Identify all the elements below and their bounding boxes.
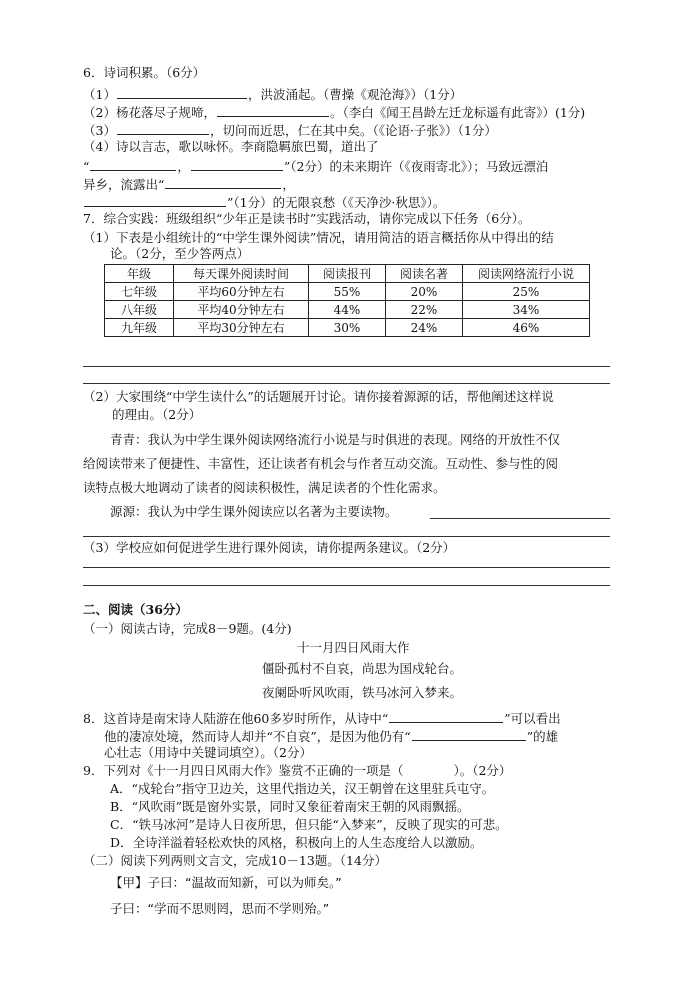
answer-line[interactable] (83, 585, 610, 586)
fill-blank-4[interactable] (90, 158, 176, 171)
answer-line[interactable] (430, 518, 610, 519)
table-cell: 46% (463, 319, 590, 337)
section2-sub2: （二）阅读下列两则文言文，完成10－13题。（14分） (83, 853, 387, 868)
q9-option-a: A．“戍轮台”指守卫边关，这里代指边关，汉王朝曾在这里驻兵屯守。 (110, 781, 495, 796)
q6-line-2 (83, 104, 585, 120)
table-cell: 34% (463, 301, 590, 319)
table-cell: 平均60分钟左右 (174, 283, 309, 301)
fill-blank-6[interactable] (165, 176, 281, 189)
table-cell: 24% (386, 319, 463, 337)
table-cell: 55% (309, 283, 386, 301)
yuanyuan-line: 源源：我认为中学生课外阅读应以名著为主要读物。 (110, 504, 398, 519)
table-cell: 44% (309, 301, 386, 319)
fill-blank-2[interactable] (217, 104, 329, 117)
table-header-cell: 阅读名著 (386, 265, 463, 283)
q6-line-3 (83, 122, 497, 138)
fill-blank-8b[interactable] (412, 728, 526, 741)
table-row (105, 283, 590, 301)
table-header-cell: 阅读网络流行小说 (463, 265, 590, 283)
q7-part2-line1: （2）大家围绕“中学生读什么”的话题展开讨论。请你接着源源的话，帮他阐述这样说 (83, 389, 554, 404)
poem-title: 十一月四日风雨大作 (297, 640, 410, 655)
table-cell: 22% (386, 301, 463, 319)
table-cell: 平均40分钟左右 (174, 301, 309, 319)
answer-line[interactable] (83, 383, 610, 384)
fill-blank-3[interactable] (117, 122, 209, 135)
q6-line-4: （4）诗以言志，歌以咏怀。李商隐羁旅巴蜀，道出了 (83, 139, 379, 154)
reading-survey-table (104, 264, 590, 337)
table-header-cell: 阅读报刊 (309, 265, 386, 283)
q8-line2-suffix: ”的雄 (526, 729, 559, 744)
q6-line-2-prefix: （2）杨花落尽子规啼， (83, 105, 216, 120)
q6-line-5-open-quote: “ (83, 159, 90, 174)
table-cell: 平均30分钟左右 (174, 319, 309, 337)
q6-line-3-suffix: ，切问而近思，仁在其中矣。（《论语·子张》）（1分） (209, 123, 497, 138)
q9-option-d: D．全诗洋溢着轻松欢快的风格，积极向上的人生态度给人以激励。 (110, 835, 483, 850)
q9-option-c: C．“铁马冰河”是诗人日夜所思，但只能“入梦来”，反映了现实的可悲。 (110, 817, 508, 832)
jia-line2: 子曰：“学而不思则罔，思而不学则殆。” (110, 901, 330, 916)
fill-blank-7[interactable] (84, 194, 226, 207)
qingqing-line1: 青青：我认为中学生课外阅读网络流行小说是与时俱进的表现。网络的开放性不仅 (110, 432, 561, 447)
q6-line-6 (83, 176, 295, 192)
fill-blank-5[interactable] (191, 158, 283, 171)
q6-line-2-suffix: 。（李白《闻王昌龄左迁龙标遥有此寄》）(1分) (329, 105, 586, 120)
q8-line2-prefix: 他的凄凉处境，然而诗人却并“不自哀”，是因为他仍有“ (104, 729, 411, 744)
q6-line-7 (83, 194, 445, 210)
poem-line1: 僵卧孤村不自哀，尚思为国戍轮台。 (262, 661, 463, 676)
qingqing-line2: 给阅读带来了便捷性、丰富性，还让读者有机会与作者互动交流。互动性、参与性的阅 (83, 456, 559, 471)
q9-option-b: B．“风吹雨”既是窗外实景，同时又象征着南宋王朝的风雨飘摇。 (110, 799, 470, 814)
q6-line-1 (83, 86, 462, 102)
table-header-cell: 每天课外阅读时间 (174, 265, 309, 283)
q6-line-1-prefix: （1） (83, 87, 116, 102)
q6-line-6-prefix: 异乡，流露出“ (83, 177, 165, 192)
q9-stem-prefix: 9．下列对《十一月四日风雨大作》鉴赏不正确的一项是（ (83, 763, 404, 778)
section2-sub1: （一）阅读古诗，完成8－9题。(4分) (83, 621, 292, 636)
answer-line[interactable] (83, 536, 610, 537)
table-cell: 20% (386, 283, 463, 301)
q9-stem-suffix: ）。（2分） (453, 763, 512, 778)
fill-blank-1[interactable] (117, 86, 247, 99)
q6-line-6-comma: ， (282, 177, 295, 192)
q8-line1 (83, 710, 561, 726)
q6-line-5 (83, 158, 548, 174)
q8-line1-prefix: 8．这首诗是南宋诗人陆游在他60多岁时所作，从诗中“ (83, 711, 389, 726)
section2-title: 二、阅读（36分） (83, 602, 188, 617)
q7-part1-line1: （1）下表是小组统计的“中学生课外阅读”情况，请用简洁的语言概括你从中得出的结 (83, 230, 554, 245)
table-cell: 25% (463, 283, 590, 301)
q9-stem (83, 764, 511, 778)
q7-part2-line2: 的理由。（2分） (112, 407, 202, 422)
q8-line1-suffix: ”可以看出 (504, 711, 561, 726)
table-cell: 九年级 (105, 319, 174, 337)
answer-line[interactable] (83, 567, 610, 568)
poem-line2: 夜阑卧听风吹雨，铁马冰河入梦来。 (262, 685, 463, 700)
qingqing-line3: 读特点极大地调动了读者的阅读积极性，满足读者的个性化需求。 (83, 480, 446, 495)
q8-line2 (104, 728, 558, 744)
q6-line-3-prefix: （3） (83, 123, 116, 138)
table-cell: 七年级 (105, 283, 174, 301)
table-row (105, 301, 590, 319)
q6-line-1-suffix: ，洪波涌起。（曹操《观沧海》）（1分） (247, 87, 463, 102)
table-header-cell: 年级 (105, 265, 174, 283)
jia-line1: 【甲】子曰：“温故而知新，可以为师矣。” (110, 875, 342, 890)
q8-line3: 心壮志（用诗中关键词填空）。（2分） (104, 745, 312, 760)
table-header-row (105, 265, 590, 283)
q6-line-7-suffix: ”（1分）的无限哀愁（《天净沙·秋思》）。 (227, 195, 446, 210)
fill-blank-8a[interactable] (389, 710, 503, 723)
q7-part1-line2: 论。（2分，至少答两点） (110, 246, 250, 261)
table-row (105, 319, 590, 337)
q7-part3: （3）学校应如何促进学生进行课外阅读，请你提两条建议。（2分） (83, 540, 456, 555)
table-cell: 30% (309, 319, 386, 337)
q6-title: 6．诗词积累。（6分） (83, 65, 206, 80)
answer-line[interactable] (83, 366, 610, 367)
q6-line-5-suffix: ”（2分）的未来期许（《夜雨寄北》）；马致远漂泊 (283, 159, 549, 174)
table-cell: 八年级 (105, 301, 174, 319)
q6-line-5-comma: ， (177, 159, 190, 174)
q7-title: 7．综合实践：班级组织“少年正是读书时”实践活动，请你完成以下任务（6分）。 (83, 211, 531, 226)
